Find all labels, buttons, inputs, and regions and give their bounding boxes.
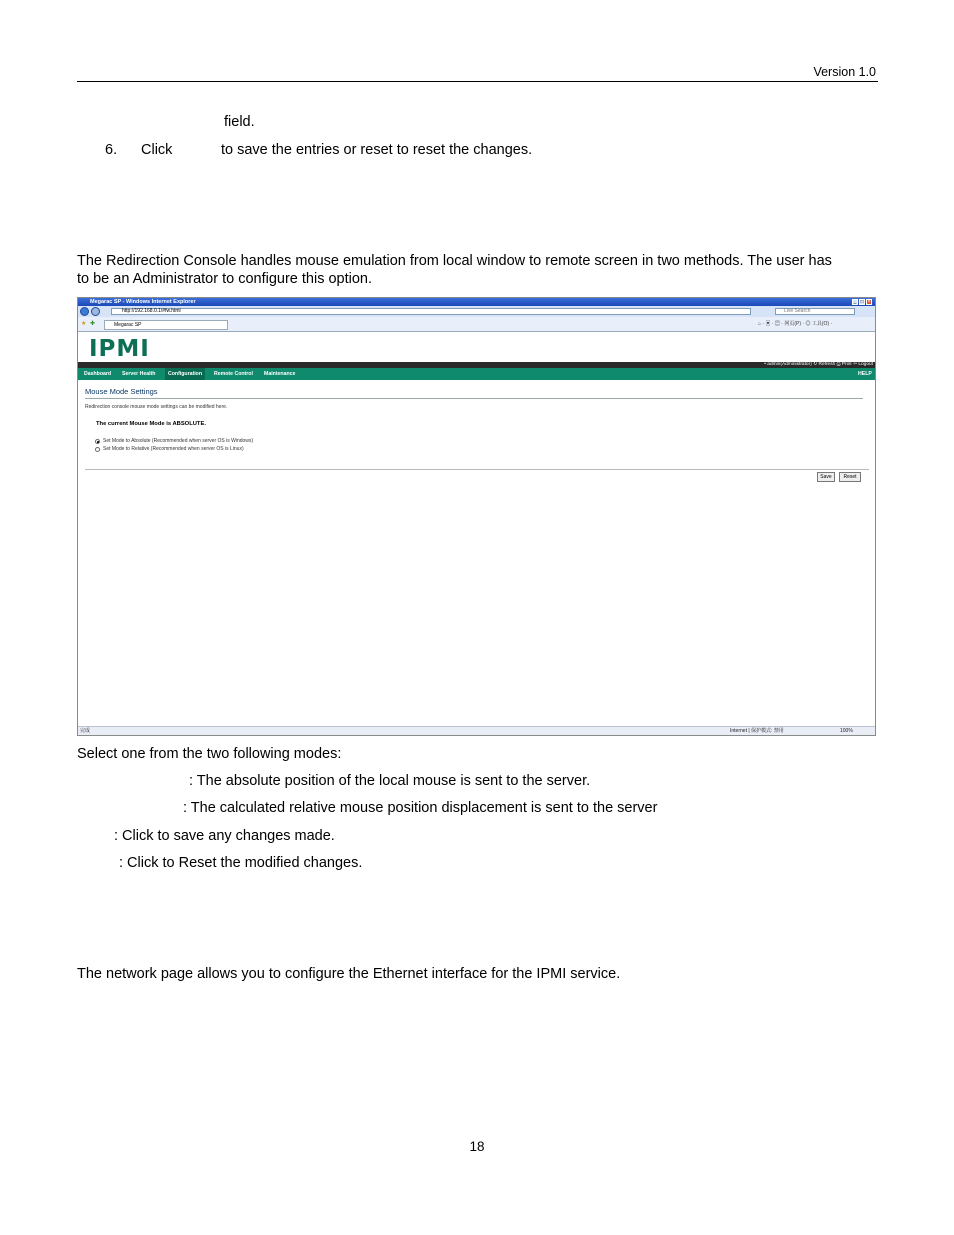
network-text: The network page allows you to configure the Ethernet interface for the IPMI service. xyxy=(77,966,621,982)
nav-dashboard[interactable]: Dashboard xyxy=(84,371,112,377)
section-rule xyxy=(85,398,863,399)
option-absolute-label: Set Mode to Absolute (Recommended when server OS is Windows) xyxy=(103,438,254,444)
address-input[interactable]: http://192.168.0.1/#fw.html xyxy=(111,308,751,315)
browser-tab[interactable]: Megarac SP xyxy=(104,320,228,330)
nav-configuration[interactable]: Configuration xyxy=(165,368,205,380)
forward-icon[interactable] xyxy=(91,307,100,316)
search-input[interactable]: Live Search xyxy=(775,308,855,315)
option-relative-label: Set Mode to Relative (Recommended when server OS is Linux) xyxy=(103,446,244,452)
back-icon[interactable] xyxy=(80,307,89,316)
save-button[interactable]: Save xyxy=(817,472,835,482)
help-link[interactable]: HELP xyxy=(858,371,872,377)
nav-remote-control[interactable]: Remote Control xyxy=(214,371,253,377)
ipmi-logo: IPMI xyxy=(89,336,150,362)
browser-title-bar xyxy=(78,298,876,306)
nav-maintenance[interactable]: Maintenance xyxy=(264,371,296,377)
header-rule xyxy=(77,81,878,82)
absolute-mode-desc: : The absolute position of the local mouse is sent to the server. xyxy=(189,773,591,789)
minimize-icon[interactable]: _ xyxy=(853,299,857,305)
radio-relative[interactable] xyxy=(95,447,100,452)
close-icon[interactable]: × xyxy=(867,299,871,305)
status-zone: Internet | 保护模式: 禁用 xyxy=(730,728,784,734)
intro-line-2: to be an Administrator to configure this option. xyxy=(77,271,373,287)
modes-intro: Select one from the two following modes: xyxy=(77,746,342,762)
version-label: Version 1.0 xyxy=(813,65,876,79)
nav-server-health[interactable]: Server Health xyxy=(122,371,156,377)
reset-button[interactable]: Reset xyxy=(839,472,861,482)
browser-title: Megarac SP - Windows Internet Explorer xyxy=(90,299,196,305)
favorites-star-icon[interactable]: ★ xyxy=(81,321,87,327)
zoom-level[interactable]: 100% xyxy=(840,728,853,734)
add-favorite-icon[interactable]: ✚ xyxy=(90,321,96,327)
field-continuation: field. xyxy=(224,114,255,130)
intro-line-1: The Redirection Console handles mouse emulation from local window to remote screen in two methods. The user has xyxy=(77,253,832,269)
page-number: 18 xyxy=(469,1139,485,1154)
embedded-screenshot xyxy=(77,297,876,736)
current-mode-label: The current Mouse Mode is ABSOLUTE. xyxy=(96,421,206,427)
maximize-icon[interactable]: □ xyxy=(860,299,864,305)
form-rule xyxy=(85,469,869,470)
section-title: Mouse Mode Settings xyxy=(85,387,158,396)
step6-text: to save the entries or reset to reset the changes. xyxy=(221,142,533,158)
step6-click: Click xyxy=(141,142,173,158)
browser-toolbar[interactable]: ⌂ · ▣ · ▤ · 网页(P) · ◎ 工具(O) · xyxy=(758,321,833,327)
section-description: Redirection console mouse mode settings can be modified here. xyxy=(85,404,228,410)
step6-number: 6. xyxy=(105,142,118,158)
radio-absolute[interactable] xyxy=(95,439,100,444)
reset-desc: : Click to Reset the modified changes. xyxy=(119,855,363,871)
relative-mode-desc: : The calculated relative mouse position displacement is sent to the server xyxy=(183,800,658,816)
save-desc: : Click to save any changes made. xyxy=(114,828,335,844)
user-bar[interactable]: • admin(Administrator) ↻ Refresh ⎙ Print ⇦ Logout xyxy=(764,362,873,367)
status-text: 完成 xyxy=(80,728,91,734)
window-controls xyxy=(852,299,872,305)
